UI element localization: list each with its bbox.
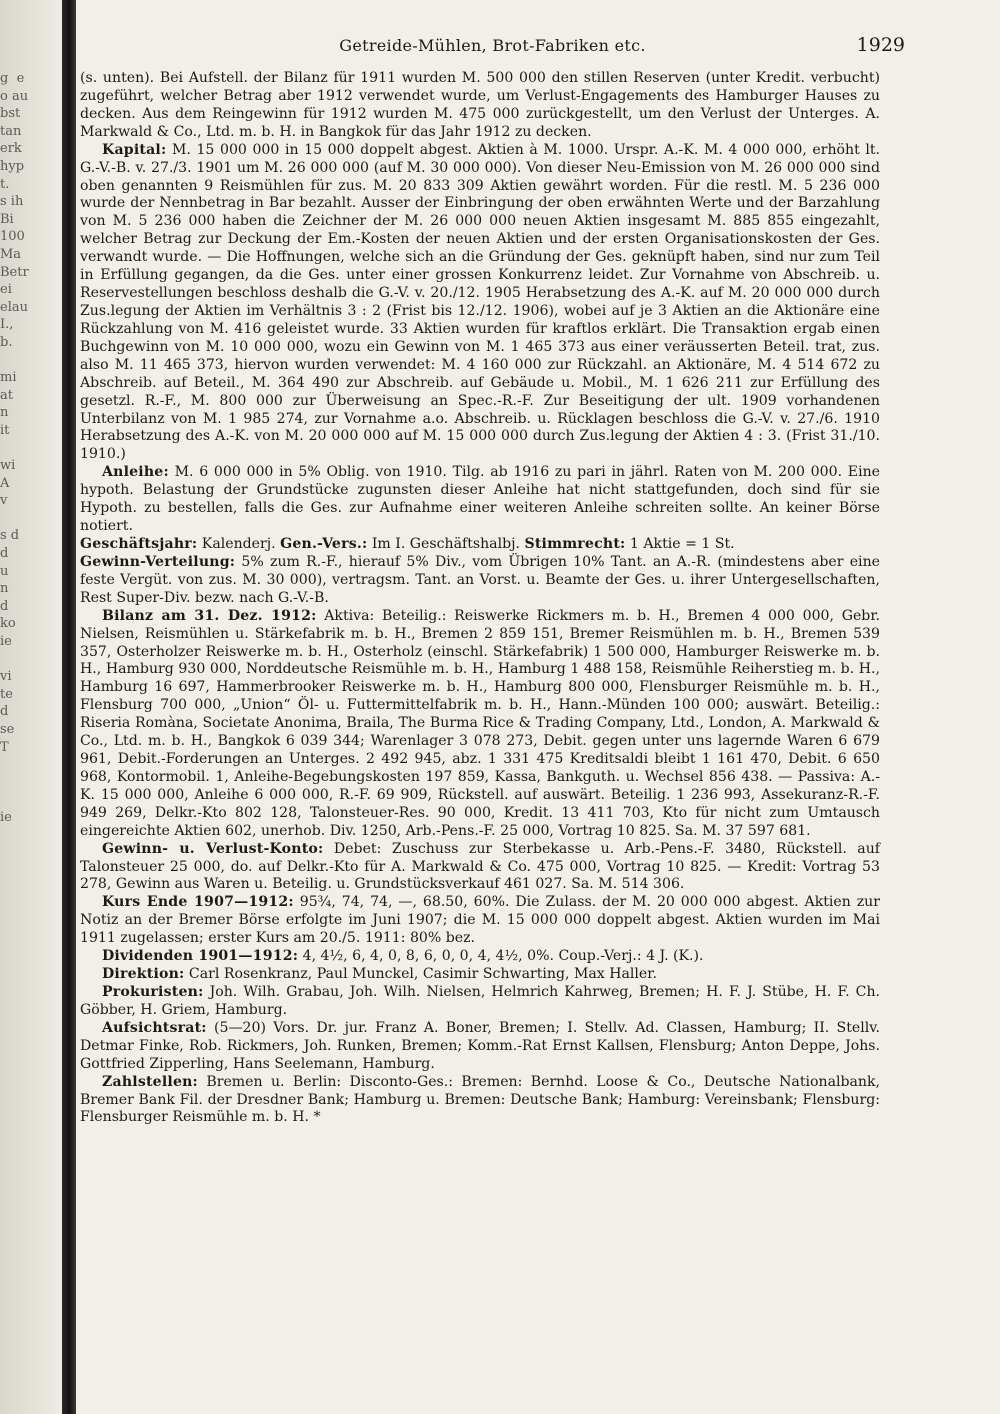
anleihe-paragraph (80, 464, 880, 536)
dividenden-paragraph (80, 948, 880, 966)
margin-fragment: b. (0, 334, 13, 350)
paragraph-heading-3: Stimmrecht: (524, 535, 626, 552)
page-body (80, 70, 880, 1127)
margin-fragment (0, 352, 62, 370)
left-margin-fragments (0, 70, 62, 827)
paragraph-text: (s. unten). Bei Aufstell. der Bilanz für 1911 wurden M. 500 000 den stillen Reserven (unter Kredit. verbucht) zugeführt, welcher Betrag aber 1912 verwendet wurde, um Verlust-Engagements des Hamburger Hauses zu decken. Aus dem Reingewinn für 1912 wurden M. 475 000 zurückgestellt, um den Verlust der Unterges. A. Markwald & Co., Ltd. m. b. H. in Bangkok für das Jahr 1912 zu decken. (80, 70, 880, 140)
paragraph-text: 4, 4½, 6, 4, 0, 8, 6, 0, 0, 4, 4½, 0%. Coup.-Verj.: 4 J. (K.). (298, 948, 704, 965)
margin-fragment: 100 (0, 229, 25, 245)
margin-fragment: u (0, 563, 9, 579)
gewinn-verlust-paragraph (80, 841, 880, 895)
paragraph-text-3: 1 Aktie = 1 St. (625, 535, 735, 552)
paragraph-heading-2: Gen.-Vers.: (280, 535, 368, 552)
margin-fragment: n (0, 405, 9, 421)
paragraph-text: Bremen u. Berlin: Disconto-Ges.: Bremen: Bernhd. Loose & Co., Deutsche Nationalbank, Bremer Bank Fil. der Dresdner Bank; Hamburg u. Bremen: Deutsche Bank; Hamburg: Vereinsbank; Flensburg: Flensburger Reismühle m. b. H. * (80, 1073, 880, 1126)
binding-shadow (62, 0, 76, 1414)
margin-fragment (0, 774, 62, 792)
paragraph-text: M. 15 000 000 in 15 000 doppelt abgest. Aktien à M. 1000. Urspr. A.-K. M. 4 000 000, erhöht lt. G.-V.-B. v. 27./3. 1901 um M. 26 000 000 (auf M. 30 000 000). Von dieser Neu-Emission von M. 26 000 000 sind oben genannten 9 Reismühlen für zus. M. 20 833 309 Aktien gewährt worden. Für die restl. M. 5 236 000 wurde der Nennbetrag in Bar bezahlt. Ausser der Einbringung der oben erwähnten Werte und der Barzahlung von M. 5 236 000 haben die Zeichner der M. 26 000 000 neuen Aktien insgesamt M. 885 855 eingezahlt, welcher Betrag zur Deckung der Em.-Kosten der neuen Aktien und der ersten Organisationskosten der Ges. verwandt wurde. — Die Hoffnungen, welche sich an die Gründung der Ges. geknüpft haben, sind nur zum Teil in Erfüllung gegangen, da die Ges. unter einer grossen Konkurrenz leidet. Zur Vornahme von Abschreib. u. Reservestellungen beschloss deshalb die G.-V. v. 20./12. 1905 Herabsetzung des A.-K. auf M. 20 000 000 durch Zus.legung der Aktien im Verhältnis 3 : 2 (Frist bis 12./12. 1906), wobei auf je 3 Aktien an die Aktionäre eine Rückzahlung von M. 416 geleistet wurde. 33 Aktien wurden für kraftlos erklärt. Die Transaktion ergab einen Buchgewinn von M. 10 000 000, wozu ein Gewinn von M. 1 465 373 aus einer veräusserten Beteil. trat, zus. also M. 11 465 373, hiervon wurden verwendet: M. 4 160 000 zur Rückzahl. an Aktionäre, M. 4 514 672 zu Abschreib. auf Beteil., M. 364 490 zur Abschreib. auf Gebäude u. Mobil., M. 1 626 211 zur Erfüllung des gesetzl. R.-F., M. 800 000 zur Überweisung an Spec.-R.-F. Zur Beseitigung der ult. 1909 vorhandenen Unterbilanz von M. 1 985 274, zur Vornahme a.o. Abschreib. u. Rücklagen beschloss die G.-V. v. 27./6. 1910 Herabsetzung des A.-K. von M. 20 000 000 auf M. 15 000 000 durch Zus.legung der Aktien 4 : 3. (Frist 31./10. 1910.) (80, 141, 880, 463)
margin-fragment: g e (0, 71, 25, 86)
margin-fragment: tan (0, 123, 22, 139)
paragraph-heading: Bilanz am 31. Dez. 1912: (102, 607, 317, 624)
gewinn-verteilung-paragraph (80, 554, 880, 608)
page-header (80, 34, 905, 62)
margin-fragment: T (0, 739, 9, 755)
margin-fragment: s d (0, 528, 20, 544)
paragraph-text: Kalenderj. (197, 535, 281, 552)
paragraph-text: Debet: Zuschuss zur Sterbekasse u. Arb.-Pens.-F. 3480, Rückstell. auf Talonsteuer 25 000, do. auf Delkr.-Kto für A. Markwald & Co. 475 000, Vortrag 10 825. — Kredit: Vortrag 53 278, Gewinn aus Waren u. Beteilig. u. Grundstücksverkauf 461 027. Sa. M. 514 306. (80, 840, 880, 893)
paragraph-text: Aktiva: Beteilig.: Reiswerke Rickmers m. b. H., Bremen 4 000 000, Gebr. Nielsen, Reismühlen u. Stärkefabrik m. b. H., Bremen 2 859 151, Bremer Reismühlen m. b. H., Bremen 539 357, Osterholzer Reiswerke m. b. H., Osterholz (einschl. Stärkefabrik) 1 500 000, Hamburger Reiswerke m. b. H., Hamburg 930 000, Norddeutsche Reismühle m. b. H., Hamburg 1 488 158, Reismühle Reiherstieg m. b. H., Hamburg 16 697, Hammerbrooker Reiswerke m. b. H., Hamburg 800 000, Flensburger Reismühle m. b. H., Flensburg 700 000, „Union“ Öl- u. Futtermittelfabrik m. b. H., Hann.-Münden 100 000; auswärt. Beteilig.: Riseria Romàna, Societate Anonima, Braila, The Burma Rice & Trading Company, Ltd., London, A. Markwald & Co., Ltd. m. b. H., Bangkok 6 039 344; Warenlager 3 078 273, Debit. gegen unter uns lagernde Waren 6 679 961, Debit.-Forderungen an Unterges. 2 492 945, abz. 1 331 475 Kreditsaldi bleibt 1 161 470, Debit. 6 650 968, Kontormobil. 1, Anleihe-Begebungskosten 197 859, Kassa, Bankguth. u. Wechsel 856 438. — Passiva: A.-K. 15 000 000, Anleihe 6 000 000, R.-F. 69 909, Rückstell. auf auswärt. Beteilig. 1 236 993, Assekuranz-R.-F. 949 269, Delkr.-Kto 802 128, Talonsteuer-Res. 90 000, Kredit. 13 411 703, Kto für nicht zum Umtausch eingereichte Aktien 602, unerhob. Div. 1250, Arb.-Pens.-F. 25 000, Vortrag 10 825. Sa. M. 37 597 681. (80, 607, 880, 839)
paragraph-text: Carl Rosenkranz, Paul Munckel, Casimir Schwarting, Max Haller. (184, 966, 657, 983)
geschaeftsjahr-paragraph (80, 536, 880, 554)
margin-fragment (0, 651, 62, 669)
zahlstellen-paragraph (80, 1074, 880, 1128)
margin-fragment (0, 439, 62, 457)
kurs-paragraph (80, 894, 880, 948)
aufsichtsrat-paragraph (80, 1020, 880, 1074)
page-number: 1929 (856, 34, 905, 56)
margin-fragment: ie (0, 634, 12, 649)
margin-fragment: I., (0, 317, 14, 333)
margin-fragment: bst (0, 106, 21, 122)
paragraph-text-2: Im I. Geschäftshalbj. (367, 535, 525, 552)
paragraph-heading: Gewinn-Verteilung: (80, 553, 236, 570)
margin-fragment: vi (0, 669, 12, 685)
margin-fragment: A (0, 475, 10, 491)
paragraph-heading: Anleihe: (102, 464, 169, 481)
margin-fragment: Ma (0, 246, 22, 262)
margin-fragment: Bi (0, 211, 14, 227)
margin-fragment: s ih (0, 194, 24, 210)
bilanz-paragraph (80, 608, 880, 841)
margin-fragment: hyp (0, 158, 25, 174)
paragraph-heading: Direktion: (102, 966, 185, 983)
intro-paragraph (80, 70, 880, 142)
paragraph-heading: Zahlstellen: (102, 1073, 198, 1090)
margin-fragment: ie (0, 809, 12, 825)
margin-fragment (0, 510, 62, 528)
paragraph-heading: Geschäftsjahr: (80, 535, 198, 552)
kapital-paragraph (80, 142, 880, 465)
paragraph-heading: Kurs Ende 1907—1912: (102, 894, 294, 911)
paragraph-text: Joh. Wilh. Grabau, Joh. Wilh. Nielsen, Helmrich Kahrweg, Bremen; H. F. J. Stübe, H. F. Ch. Göbber, H. Griem, Hamburg. (80, 984, 880, 1018)
prokuristen-paragraph (80, 984, 880, 1020)
margin-fragment: wi (0, 458, 16, 474)
paragraph-text: (5—20) Vors. Dr. jur. Franz A. Boner, Bremen; I. Stellv. Ad. Classen, Hamburg; II. Stellv. Detmar Finke, Rob. Rickmers, Joh. Runken, Bremen; Komm.-Rat Ernst Kallsen, Flensburg; Anton Deppe, Johs. Gottfried Zipperling, Hans Seelemann, Hamburg. (80, 1019, 880, 1072)
paragraph-text: 95¾, 74, 74, —, 68.50, 60%. Die Zulass. der M. 20 000 000 abgest. Aktien zur Notiz an der Bremer Börse erfolgte im Juni 1907; die M. 15 000 000 doppelt abgest. Aktien wurden im Mai 1911 zugelassen; erster Kurs am 20./5. 1911: 80% bez. (80, 894, 880, 947)
margin-fragment: o au (0, 88, 29, 104)
margin-fragment: it (0, 422, 10, 438)
paragraph-text: 5% zum R.-F., hierauf 5% Div., vom Übrigen 10% Tant. an A.-R. (mindestens aber eine feste Vergüt. von zus. M. 30 000), vertragsm. Tant. an Vorst. u. Beamte der Ges. u. ihrer Untergesellschaften, Rest Super-Div. bezw. nach G.-V.-B. (80, 553, 880, 606)
margin-fragment: v (0, 493, 8, 509)
margin-fragment: te (0, 686, 13, 702)
paragraph-heading: Aufsichtsrat: (102, 1019, 207, 1036)
margin-fragment: elau (0, 299, 28, 315)
paragraph-heading: Gewinn- u. Verlust-Konto: (102, 840, 324, 857)
margin-fragment: ko (0, 616, 16, 632)
margin-fragment: mi (0, 370, 17, 386)
margin-fragment: Betr (0, 264, 29, 280)
margin-fragment: ei (0, 282, 12, 298)
margin-fragment (0, 791, 62, 809)
margin-fragment: d (0, 704, 9, 720)
margin-fragment: erk (0, 141, 22, 157)
margin-fragment (0, 756, 62, 774)
running-head: Getreide-Mühlen, Brot-Fabriken etc. (339, 36, 646, 55)
margin-fragment: n (0, 581, 9, 597)
paragraph-heading: Prokuristen: (102, 984, 204, 1001)
margin-fragment: t. (0, 176, 10, 192)
margin-fragment: at (0, 387, 13, 403)
direktion-paragraph (80, 966, 880, 984)
paragraph-text: M. 6 000 000 in 5% Oblig. von 1910. Tilg. ab 1916 zu pari in jährl. Raten von M. 200 000. Eine hypoth. Belastung der Grundstücke zugunsten dieser Anleihe hat nicht stattgefunden, doch sind für sie Hypoth. zu bestellen, falls die Ges. zur Aufnahme einer weiteren Anleihe schreiten sollte. An keiner Börse notiert. (80, 464, 880, 535)
margin-fragment: d (0, 598, 9, 614)
paragraph-heading: Kapital: (102, 141, 167, 158)
margin-fragment: d (0, 546, 9, 562)
margin-fragment: se (0, 721, 15, 737)
paragraph-heading: Dividenden 1901—1912: (102, 948, 299, 965)
